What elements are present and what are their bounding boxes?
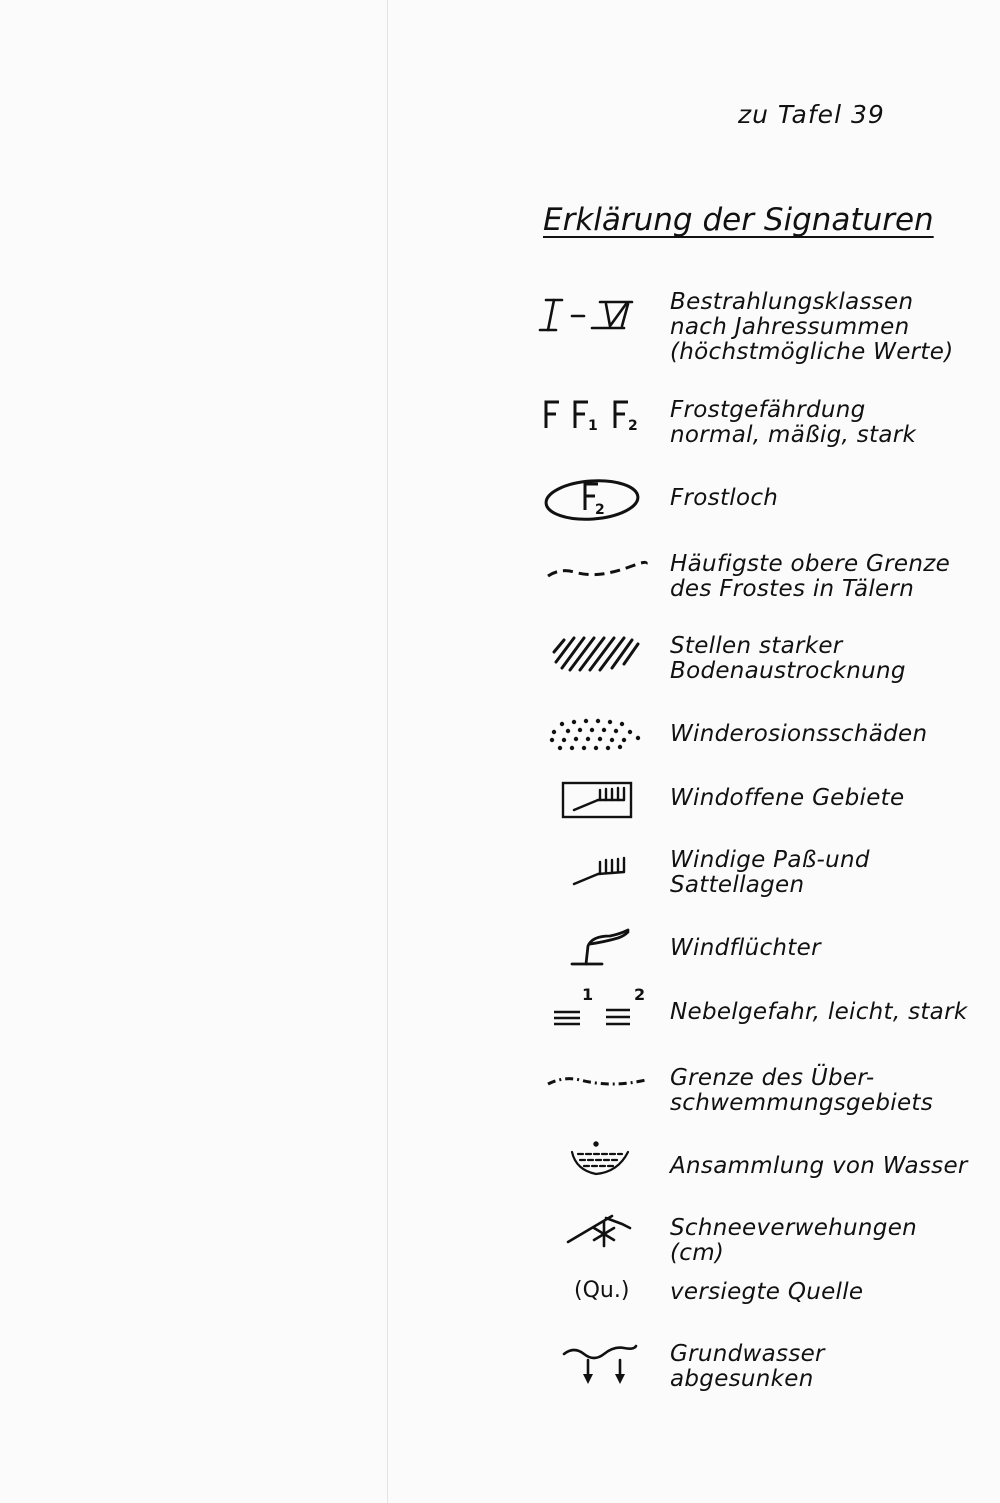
legend [540,0,980,1503]
svg-text:2: 2 [628,418,638,434]
legend-label: versiegte Quelle [670,1279,864,1305]
radiation-class-roman-numerals-icon [540,290,655,340]
legend-label: Bestrahlungsklassen nach Jahressummen (höchstmögliche Werte) [670,289,954,365]
wind-comb-icon [540,848,655,894]
page-fold-line [387,0,388,1503]
legend-label: Stellen starker Bodenaustrocknung [670,633,906,684]
svg-text:2: 2 [595,502,605,518]
svg-text:2: 2 [634,985,646,1004]
svg-text:1: 1 [582,985,594,1004]
page-title: Erklärung der Signaturen [543,202,934,238]
wind-flag-tree-icon [540,926,655,972]
legend-label: Windflüchter [670,935,821,961]
legend-label: Windige Paß-und Sattellagen [670,847,870,898]
dash-dot-flood-line-icon [540,1064,655,1104]
legend-label: Ansammlung von Wasser [670,1153,968,1179]
windy-area-box-icon [540,780,655,824]
legend-label: Winderosionsschäden [670,721,928,747]
spring-symbol-text: (Qu.) [574,1278,630,1303]
legend-label: Schneeverwehungen (cm) [670,1215,918,1266]
plate-reference: zu Tafel 39 [738,100,885,129]
snow-drift-icon [540,1208,655,1254]
legend-label: Frostgefährdung normal, mäßig, stark [670,397,917,448]
legend-label: Grenze des Über- schwemmungsgebiets [670,1065,934,1116]
hatching-icon [540,632,655,678]
dotted-area-icon [540,716,655,756]
svg-text:1: 1 [588,418,598,434]
groundwater-arrows-icon [540,1342,655,1388]
legend-label: Grundwasser abgesunken [670,1341,825,1392]
water-basin-icon [540,1138,655,1184]
dashed-frost-line-icon [540,552,655,592]
fog-lines-icon [540,986,655,1032]
legend-label: Häufigste obere Grenze des Frostes in Tälern [670,551,951,602]
legend-label: Windoffene Gebiete [670,785,905,811]
frost-hollow-ellipse-icon [540,478,655,526]
legend-label: Nebelgefahr, leicht, stark [670,999,968,1025]
frost-risk-f-letters-icon [540,398,655,438]
legend-label: Frostloch [670,485,779,511]
